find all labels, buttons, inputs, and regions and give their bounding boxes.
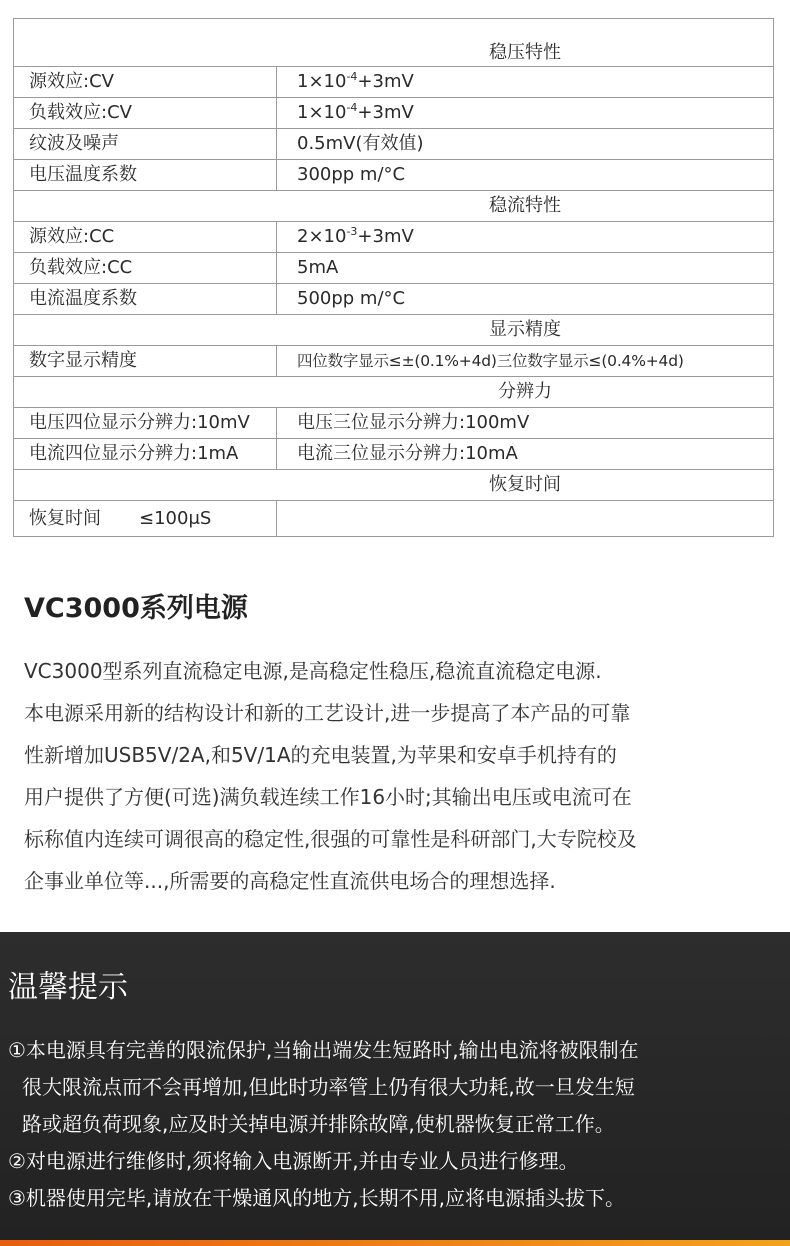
accent-bar <box>0 1240 790 1246</box>
spec-value: 500pp m/°C <box>277 284 774 315</box>
table-row <box>14 67 774 98</box>
spec-label: 电流四位显示分辨力:1mA <box>14 439 277 470</box>
tips-title: 温馨提示 <box>8 970 128 1005</box>
intro-line: 性新增加USB5V/2A,和5V/1A的充电装置,为苹果和安卓手机持有的 <box>24 743 617 767</box>
intro-body <box>24 650 776 902</box>
section-header: 恢复时间 <box>14 470 774 501</box>
spec-table <box>13 18 774 537</box>
spec-label: 负载效应:CC <box>14 253 277 284</box>
intro-line: 用户提供了方便(可选)满负载连续工作16小时;其输出电压或电流可在 <box>24 785 632 809</box>
table-row <box>14 346 774 377</box>
table-row <box>14 439 774 470</box>
table-row <box>14 222 774 253</box>
section-header: 显示精度 <box>14 315 774 346</box>
spec-value: 四位数字显示≤±(0.1%+4d)三位数字显示≤(0.4%+4d) <box>277 346 774 377</box>
spec-value: $1\times 10^{-4}+3mV$ <box>277 67 774 98</box>
section-header-row <box>14 315 774 346</box>
section-header: 分辨力 <box>14 377 774 408</box>
section-header-row <box>14 470 774 501</box>
section-header-row <box>14 191 774 222</box>
spec-value: 0.5mV(有效值) <box>277 129 774 160</box>
section-header: 稳流特性 <box>14 191 774 222</box>
table-row <box>14 284 774 315</box>
spec-value: 5mA <box>277 253 774 284</box>
intro-title: VC3000系列电源 <box>24 593 248 624</box>
spec-value: $1\times 10^{-4}+3mV$ <box>277 98 774 129</box>
spec-label: 电压温度系数 <box>14 160 277 191</box>
intro-line: VC3000型系列直流稳定电源,是高稳定性稳压,稳流直流稳定电源. <box>24 659 602 683</box>
intro-line: 本电源采用新的结构设计和新的工艺设计,进一步提高了本产品的可靠 <box>24 701 631 725</box>
spec-value: 300pp m/°C <box>277 160 774 191</box>
spec-label: 负载效应:CV <box>14 98 277 129</box>
tip-item: ③机器使用完毕,请放在干燥通风的地方,长期不用,应将电源插头拔下。 <box>8 1186 626 1210</box>
spec-label: 数字显示精度 <box>14 346 277 377</box>
spec-value: 电流三位显示分辨力:10mA <box>277 439 774 470</box>
tip-item: ①本电源具有完善的限流保护,当输出端发生短路时,输出电流将被限制在 很大限流点而不会再增加,但此时功率管上仍有很大功耗,故一旦发生短 路或超负荷现象,应及时关掉电源并排除故障,使机器恢复正常工作。 <box>8 1038 639 1136</box>
intro-line: 标称值内连续可调很高的稳定性,很强的可靠性是科研部门,大专院校及 <box>24 827 637 851</box>
spec-label: 恢复时间 ≤100μS <box>14 501 277 537</box>
table-row <box>14 160 774 191</box>
table-row <box>14 98 774 129</box>
spec-value <box>277 501 774 537</box>
tip-item: ②对电源进行维修时,须将输入电源断开,并由专业人员进行修理。 <box>8 1149 579 1173</box>
table-row <box>14 408 774 439</box>
table-row <box>14 129 774 160</box>
tips-list <box>8 1032 768 1217</box>
spec-label: 源效应:CV <box>14 67 277 98</box>
spec-label: 电流温度系数 <box>14 284 277 315</box>
spec-label: 纹波及噪声 <box>14 129 277 160</box>
section-header-row <box>14 377 774 408</box>
spec-label: 源效应:CC <box>14 222 277 253</box>
intro-line: 企事业单位等...,所需要的高稳定性直流供电场合的理想选择. <box>24 869 556 893</box>
section-header-row <box>14 19 774 67</box>
spec-value: 电压三位显示分辨力:100mV <box>277 408 774 439</box>
table-row <box>14 253 774 284</box>
section-header: 稳压特性 <box>14 19 774 67</box>
tips-panel <box>0 932 790 1246</box>
table-row <box>14 501 774 537</box>
spec-label: 电压四位显示分辨力:10mV <box>14 408 277 439</box>
spec-value: $2\times 10^{-3}+3mV$ <box>277 222 774 253</box>
